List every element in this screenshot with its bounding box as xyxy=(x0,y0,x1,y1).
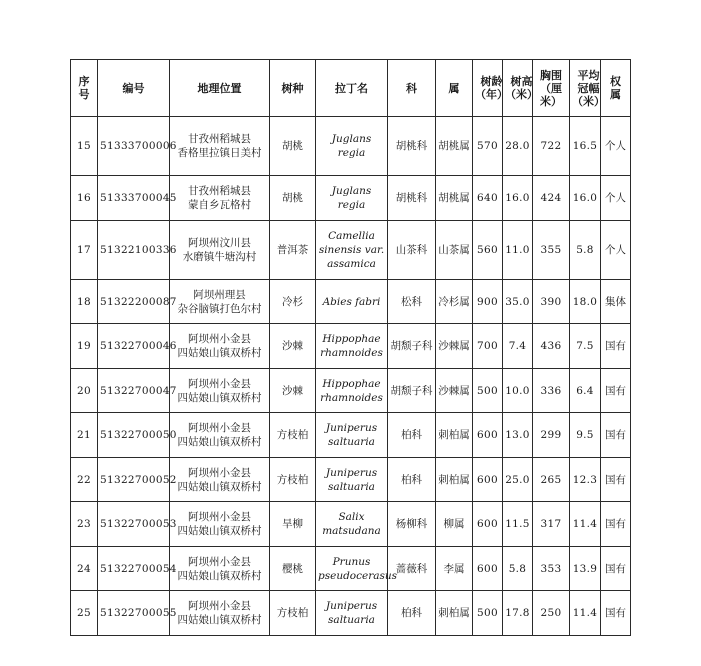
cell-location xyxy=(170,280,270,324)
cell-location xyxy=(170,221,270,280)
cell-location xyxy=(170,117,270,176)
cell-family: 松科 xyxy=(388,280,436,324)
header-crown-line-1: 平均 xyxy=(577,68,600,82)
cell-height: 11.5 xyxy=(503,502,533,547)
cell-crown: 11.4 xyxy=(570,502,601,547)
cell-ownership: 国有 xyxy=(601,591,631,636)
cell-girth: 299 xyxy=(533,413,570,458)
header-ownership xyxy=(601,60,631,117)
cell-index: 17 xyxy=(71,221,98,280)
cell-age: 500 xyxy=(473,591,503,636)
cell-latin xyxy=(316,221,388,280)
cell-latin-line: assamica xyxy=(327,258,376,270)
cell-family: 杨柳科 xyxy=(388,502,436,547)
cell-location-line: 阿坝州小金县 xyxy=(188,555,251,568)
table-body xyxy=(71,117,631,636)
cell-location-line: 阿坝州小金县 xyxy=(188,466,251,479)
cell-index: 21 xyxy=(71,413,98,458)
cell-code: 51322700046 xyxy=(98,324,170,369)
cell-latin-line: Hippophae xyxy=(322,377,381,390)
cell-species: 樱桃 xyxy=(270,547,316,591)
cell-latin-line: Hippophae xyxy=(322,333,381,345)
cell-ownership: 国有 xyxy=(601,547,631,591)
cell-genus: 刺柏属 xyxy=(436,413,473,458)
cell-age: 600 xyxy=(473,502,503,547)
cell-latin-line: Camellia xyxy=(328,230,375,242)
cell-location-line: 四姑娘山镇双桥村 xyxy=(177,614,262,626)
cell-girth: 317 xyxy=(533,502,570,547)
cell-species: 沙棘 xyxy=(270,324,316,369)
cell-code: 51322700050 xyxy=(98,413,170,458)
header-crown-line-2: 冠幅 xyxy=(577,81,600,95)
header-index-line-2: 号 xyxy=(78,88,90,101)
cell-family: 柏科 xyxy=(388,413,436,458)
cell-location-line: 阿坝州理县 xyxy=(193,288,246,301)
table-row xyxy=(71,547,631,591)
cell-girth: 390 xyxy=(533,280,570,324)
cell-location-line: 香格里拉镇日美村 xyxy=(177,147,262,159)
cell-ownership: 个人 xyxy=(601,117,631,176)
cell-crown: 5.8 xyxy=(570,221,601,280)
cell-latin-line: rhamnoides xyxy=(320,347,383,359)
cell-code: 51333700006 xyxy=(98,117,170,176)
cell-genus: 李属 xyxy=(436,547,473,591)
cell-genus: 胡桃属 xyxy=(436,176,473,221)
cell-latin xyxy=(316,458,388,502)
cell-location xyxy=(170,176,270,221)
cell-ownership: 国有 xyxy=(601,458,631,502)
header-height xyxy=(503,60,538,117)
cell-location-line: 四姑娘山镇双桥村 xyxy=(177,436,262,448)
header-species: 树种 xyxy=(270,60,316,117)
cell-latin xyxy=(316,413,388,458)
cell-location-line: 甘孜州稻城县 xyxy=(188,133,251,145)
cell-latin-line: Juniperus xyxy=(325,466,378,479)
cell-ownership: 个人 xyxy=(601,221,631,280)
cell-girth: 355 xyxy=(533,221,570,280)
cell-latin-line: Juniperus xyxy=(325,422,378,434)
cell-latin-line: Juglans regia xyxy=(331,133,372,159)
cell-latin-line: saltuaria xyxy=(328,436,375,448)
cell-latin xyxy=(316,280,388,324)
cell-code: 51322200087 xyxy=(98,280,170,324)
cell-age: 700 xyxy=(473,324,503,369)
cell-location-line: 四姑娘山镇双桥村 xyxy=(177,480,262,493)
cell-family: 蔷薇科 xyxy=(388,547,436,591)
cell-height: 35.0 xyxy=(503,280,533,324)
cell-code: 51322700052 xyxy=(98,458,170,502)
cell-index: 18 xyxy=(71,280,98,324)
cell-species: 方枝柏 xyxy=(270,458,316,502)
header-code: 编号 xyxy=(98,60,170,117)
header-crown-line-3: （米） xyxy=(572,94,605,108)
cell-location-line: 阿坝州小金县 xyxy=(188,511,251,523)
cell-latin xyxy=(316,547,398,591)
cell-location-line: 阿坝州小金县 xyxy=(188,600,251,612)
cell-girth: 336 xyxy=(533,369,570,413)
header-family: 科 xyxy=(388,60,436,117)
cell-girth: 250 xyxy=(533,591,570,636)
cell-index: 22 xyxy=(71,458,98,502)
cell-latin xyxy=(316,502,388,547)
cell-location xyxy=(170,547,270,591)
cell-location-line: 四姑娘山镇双桥村 xyxy=(177,347,262,359)
cell-species: 普洱茶 xyxy=(270,221,316,280)
cell-ownership: 国有 xyxy=(601,413,631,458)
cell-code: 51333700045 xyxy=(98,176,170,221)
cell-age: 900 xyxy=(473,280,503,324)
cell-latin-line: Juniperus xyxy=(325,600,378,612)
table-row xyxy=(71,117,631,176)
cell-index: 24 xyxy=(71,547,98,591)
header-ownership-line-1: 权 xyxy=(610,75,621,88)
cell-girth: 436 xyxy=(533,324,570,369)
cell-code: 51322700054 xyxy=(98,547,170,591)
cell-code: 51322700055 xyxy=(98,591,170,636)
cell-age: 600 xyxy=(473,413,503,458)
ancient-tree-table xyxy=(70,59,631,636)
cell-latin xyxy=(316,117,388,176)
cell-location xyxy=(170,591,270,636)
cell-species: 沙棘 xyxy=(270,369,316,413)
header-ownership-line-2: 属 xyxy=(610,88,621,101)
cell-girth: 353 xyxy=(533,547,570,591)
cell-latin-line: Salix xyxy=(338,511,365,523)
cell-latin xyxy=(316,369,388,413)
cell-family: 胡颓子科 xyxy=(388,324,436,369)
cell-latin-line: saltuaria xyxy=(328,614,375,626)
cell-location-line: 阿坝州小金县 xyxy=(188,422,251,434)
cell-crown: 11.4 xyxy=(570,591,601,636)
cell-index: 19 xyxy=(71,324,98,369)
cell-genus: 沙棘属 xyxy=(436,369,473,413)
cell-height: 25.0 xyxy=(503,458,533,502)
cell-family: 柏科 xyxy=(388,591,436,636)
cell-ownership: 集体 xyxy=(601,280,631,324)
cell-age: 570 xyxy=(473,117,503,176)
cell-genus: 沙棘属 xyxy=(436,324,473,369)
cell-location-line: 阿坝州小金县 xyxy=(188,377,251,390)
header-girth-line-1: 胸围 xyxy=(540,68,562,82)
cell-location-line: 阿坝州汶川县 xyxy=(188,237,251,249)
cell-location-line: 水磨镇牛塘沟村 xyxy=(182,251,257,263)
cell-age: 600 xyxy=(473,547,503,591)
cell-genus: 柳属 xyxy=(436,502,473,547)
cell-genus: 山茶属 xyxy=(436,221,473,280)
cell-code: 51322100336 xyxy=(98,221,170,280)
header-height-line-1: 树高 xyxy=(510,75,533,88)
cell-age: 640 xyxy=(473,176,503,221)
cell-species: 方枝柏 xyxy=(270,413,316,458)
header-crown xyxy=(570,60,605,117)
cell-species: 胡桃 xyxy=(270,117,316,176)
cell-location-line: 四姑娘山镇双桥村 xyxy=(177,525,262,537)
cell-girth: 265 xyxy=(533,458,570,502)
table-row xyxy=(71,280,631,324)
cell-index: 23 xyxy=(71,502,98,547)
header-latin: 拉丁名 xyxy=(316,60,388,117)
cell-age: 500 xyxy=(473,369,503,413)
cell-species: 冷杉 xyxy=(270,280,316,324)
cell-ownership: 国有 xyxy=(601,369,631,413)
cell-family: 山茶科 xyxy=(388,221,436,280)
table-row xyxy=(71,413,631,458)
cell-species: 方枝柏 xyxy=(270,591,316,636)
cell-location xyxy=(170,458,270,502)
cell-height: 5.8 xyxy=(503,547,533,591)
header-girth xyxy=(533,60,570,117)
cell-age: 600 xyxy=(473,458,503,502)
cell-family: 柏科 xyxy=(388,458,436,502)
header-girth-line-2: （厘米） xyxy=(540,81,562,108)
cell-height: 16.0 xyxy=(503,176,533,221)
cell-ownership: 个人 xyxy=(601,176,631,221)
cell-crown: 7.5 xyxy=(570,324,601,369)
table-row xyxy=(71,458,631,502)
cell-girth: 424 xyxy=(533,176,570,221)
cell-location xyxy=(170,502,270,547)
cell-genus: 冷杉属 xyxy=(436,280,473,324)
cell-location xyxy=(170,369,270,413)
cell-height: 28.0 xyxy=(503,117,533,176)
cell-index: 25 xyxy=(71,591,98,636)
cell-latin xyxy=(316,176,388,221)
cell-height: 7.4 xyxy=(503,324,533,369)
cell-family: 胡颓子科 xyxy=(388,369,436,413)
header-index xyxy=(71,60,98,117)
cell-age: 560 xyxy=(473,221,503,280)
cell-species: 胡桃 xyxy=(270,176,316,221)
cell-index: 15 xyxy=(71,117,98,176)
cell-latin xyxy=(316,591,388,636)
cell-location-line: 甘孜州稻城县 xyxy=(188,185,251,197)
cell-crown: 18.0 xyxy=(570,280,601,324)
cell-location-line: 四姑娘山镇双桥村 xyxy=(177,569,262,582)
table-row xyxy=(71,369,631,413)
cell-crown: 16.0 xyxy=(570,176,601,221)
table-row xyxy=(71,176,631,221)
cell-height: 17.8 xyxy=(503,591,533,636)
cell-location-line: 四姑娘山镇双桥村 xyxy=(177,391,262,404)
cell-height: 13.0 xyxy=(503,413,533,458)
cell-index: 16 xyxy=(71,176,98,221)
header-age xyxy=(473,60,508,117)
cell-latin-line: rhamnoides xyxy=(320,391,383,404)
cell-height: 10.0 xyxy=(503,369,533,413)
cell-crown: 16.5 xyxy=(570,117,601,176)
cell-code: 51322700053 xyxy=(98,502,170,547)
cell-location xyxy=(170,413,270,458)
cell-latin-line: sinensis var. xyxy=(318,244,385,256)
header-height-line-2: （米） xyxy=(505,88,538,101)
cell-genus: 胡桃属 xyxy=(436,117,473,176)
cell-location-line: 蒙自乡瓦格村 xyxy=(188,199,251,211)
cell-family: 胡桃科 xyxy=(388,117,436,176)
table-row xyxy=(71,221,631,280)
header-index-line-1: 序 xyxy=(78,75,90,88)
cell-latin-line: Abies fabri xyxy=(322,295,381,308)
header-age-line-2: （年） xyxy=(475,88,508,101)
cell-crown: 6.4 xyxy=(570,369,601,413)
cell-index: 20 xyxy=(71,369,98,413)
cell-family: 胡桃科 xyxy=(388,176,436,221)
cell-genus: 刺柏属 xyxy=(436,591,473,636)
cell-location xyxy=(170,324,270,369)
cell-species: 旱柳 xyxy=(270,502,316,547)
cell-latin xyxy=(316,324,388,369)
header-row xyxy=(71,60,631,117)
cell-location-line: 阿坝州小金县 xyxy=(188,333,251,345)
cell-latin-line: Juglans regia xyxy=(331,185,372,211)
cell-ownership: 国有 xyxy=(601,324,631,369)
table-row xyxy=(71,324,631,369)
cell-genus: 刺柏属 xyxy=(436,458,473,502)
cell-code: 51322700047 xyxy=(98,369,170,413)
cell-crown: 12.3 xyxy=(570,458,601,502)
cell-latin-line: Prunus xyxy=(332,555,371,568)
cell-latin-line: saltuaria xyxy=(328,480,375,493)
header-location: 地理位置 xyxy=(170,60,270,117)
cell-latin-line: pseudocerasus xyxy=(318,569,398,582)
cell-crown: 13.9 xyxy=(570,547,601,591)
cell-latin-line: matsudana xyxy=(322,525,381,537)
cell-location-line: 杂谷脑镇打色尔村 xyxy=(177,302,262,315)
cell-crown: 9.5 xyxy=(570,413,601,458)
cell-ownership: 国有 xyxy=(601,502,631,547)
cell-height: 11.0 xyxy=(503,221,533,280)
table-row xyxy=(71,502,631,547)
header-genus: 属 xyxy=(436,60,473,117)
table-row xyxy=(71,591,631,636)
cell-girth: 722 xyxy=(533,117,570,176)
header-age-line-1: 树龄 xyxy=(480,75,503,88)
